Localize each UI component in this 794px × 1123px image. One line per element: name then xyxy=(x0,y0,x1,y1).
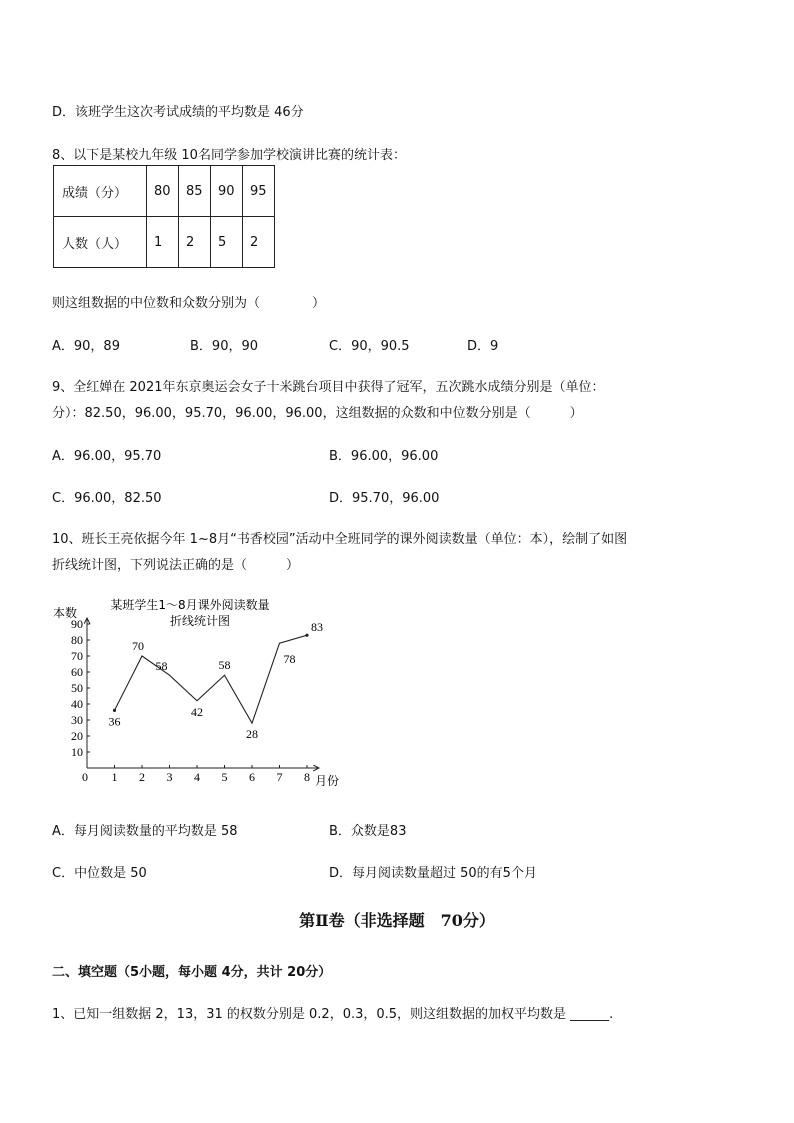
table-header-cell: 人数（人） xyxy=(54,217,147,268)
score-table xyxy=(53,165,275,268)
q10-option-c: C．中位数是 50 xyxy=(52,866,147,881)
x-tick-label: 0 xyxy=(82,770,88,784)
data-label: 28 xyxy=(246,727,258,742)
data-point xyxy=(113,709,116,712)
y-tick-label: 60 xyxy=(71,665,83,679)
q8-stem: 8、以下是某校九年级 10名同学参加学校演讲比赛的统计表： xyxy=(52,148,406,163)
q8-question: 则这组数据的中位数和众数分别为（ ） xyxy=(52,296,326,311)
table-cell: 1 xyxy=(147,217,179,268)
q8-option-b: B．90，90 xyxy=(190,339,259,354)
data-label: 58 xyxy=(218,658,231,673)
fill-q1: 1、已知一组数据 2，13，31 的权数分别是 0.2，0.3，0.5，则这组数据的加权平均数是 ______. xyxy=(52,1007,614,1022)
q9-stem-line2: 分）：82.50，96.00，95.70，96.00，96.00，这组数据的众数和中位数分别是（ ） xyxy=(52,406,583,421)
x-tick-label: 7 xyxy=(276,770,283,784)
y-tick-label: 30 xyxy=(71,713,83,727)
q10-option-b: B．众数是83 xyxy=(329,824,407,839)
y-tick-label: 50 xyxy=(71,681,83,695)
data-label: 78 xyxy=(283,652,296,667)
table-cell: 95 xyxy=(243,166,275,217)
x-tick-label: 6 xyxy=(249,770,255,784)
y-tick-label: 20 xyxy=(71,729,83,743)
q8-option-a: A．90，89 xyxy=(52,339,120,354)
y-tick-label: 80 xyxy=(71,633,83,647)
x-tick-label: 8 xyxy=(304,770,310,784)
q8-option-c: C．90，90.5 xyxy=(329,339,410,354)
table-header-cell: 成绩（分） xyxy=(54,166,147,217)
y-axis-label: 本数 xyxy=(53,606,78,620)
y-tick-label: 40 xyxy=(71,697,83,711)
section2-title: 第Ⅱ卷（非选择题 70分） xyxy=(299,911,495,930)
x-tick-label: 4 xyxy=(194,770,200,784)
data-label: 58 xyxy=(155,659,168,674)
table-cell: 85 xyxy=(179,166,211,217)
x-tick-label: 5 xyxy=(221,770,228,784)
data-label: 70 xyxy=(132,639,144,653)
reading-line-chart xyxy=(45,590,365,800)
q10-stem-line1: 10、班长王亮依据今年 1~8月“书香校园”活动中全班同学的课外阅读数量（单位：本），绘制了如图 xyxy=(52,532,628,547)
q9-option-c: C．96.00，82.50 xyxy=(52,491,162,506)
data-label: 83 xyxy=(311,620,323,635)
data-label: 42 xyxy=(191,704,203,719)
table-row xyxy=(54,166,275,217)
table-cell: 2 xyxy=(243,217,275,268)
y-tick-label: 70 xyxy=(71,649,83,663)
chart-subtitle: 折线统计图 xyxy=(169,614,231,628)
x-tick-label: 3 xyxy=(166,770,173,784)
table-cell: 2 xyxy=(179,217,211,268)
table-cell: 5 xyxy=(211,217,243,268)
q7-option-d: D．该班学生这次考试成绩的平均数是 46分 xyxy=(52,105,304,120)
table-cell: 80 xyxy=(147,166,179,217)
y-tick-label: 90 xyxy=(71,617,83,631)
q9-option-b: B．96.00，96.00 xyxy=(329,449,439,464)
x-tick-label: 1 xyxy=(111,770,118,784)
q10-option-a: A．每月阅读数量的平均数是 58 xyxy=(52,824,238,839)
data-label: 36 xyxy=(108,714,121,729)
q10-stem-line2: 折线统计图，下列说法正确的是（ ） xyxy=(52,558,300,573)
q9-option-a: A．96.00，95.70 xyxy=(52,449,162,464)
x-axis-label: 月份 xyxy=(315,774,340,788)
table-row xyxy=(54,217,275,268)
q9-option-d: D．95.70，96.00 xyxy=(329,491,440,506)
q10-option-d: D．每月阅读数量超过 50的有5个月 xyxy=(329,866,537,881)
chart-title: 某班学生1～8月课外阅读数量 xyxy=(110,598,270,612)
section2-subtitle: 二、填空题（5小题，每小题 4分，共计 20分） xyxy=(52,965,332,980)
y-tick-label: 10 xyxy=(71,745,83,759)
q9-stem-line1: 9、全红婵在 2021年东京奥运会女子十米跳台项目中获得了冠军，五次跳水成绩分别是（单位： xyxy=(52,380,605,395)
q8-option-d: D．9 xyxy=(467,339,499,354)
x-tick-label: 2 xyxy=(139,770,145,784)
data-point xyxy=(305,634,308,637)
table-cell: 90 xyxy=(211,166,243,217)
